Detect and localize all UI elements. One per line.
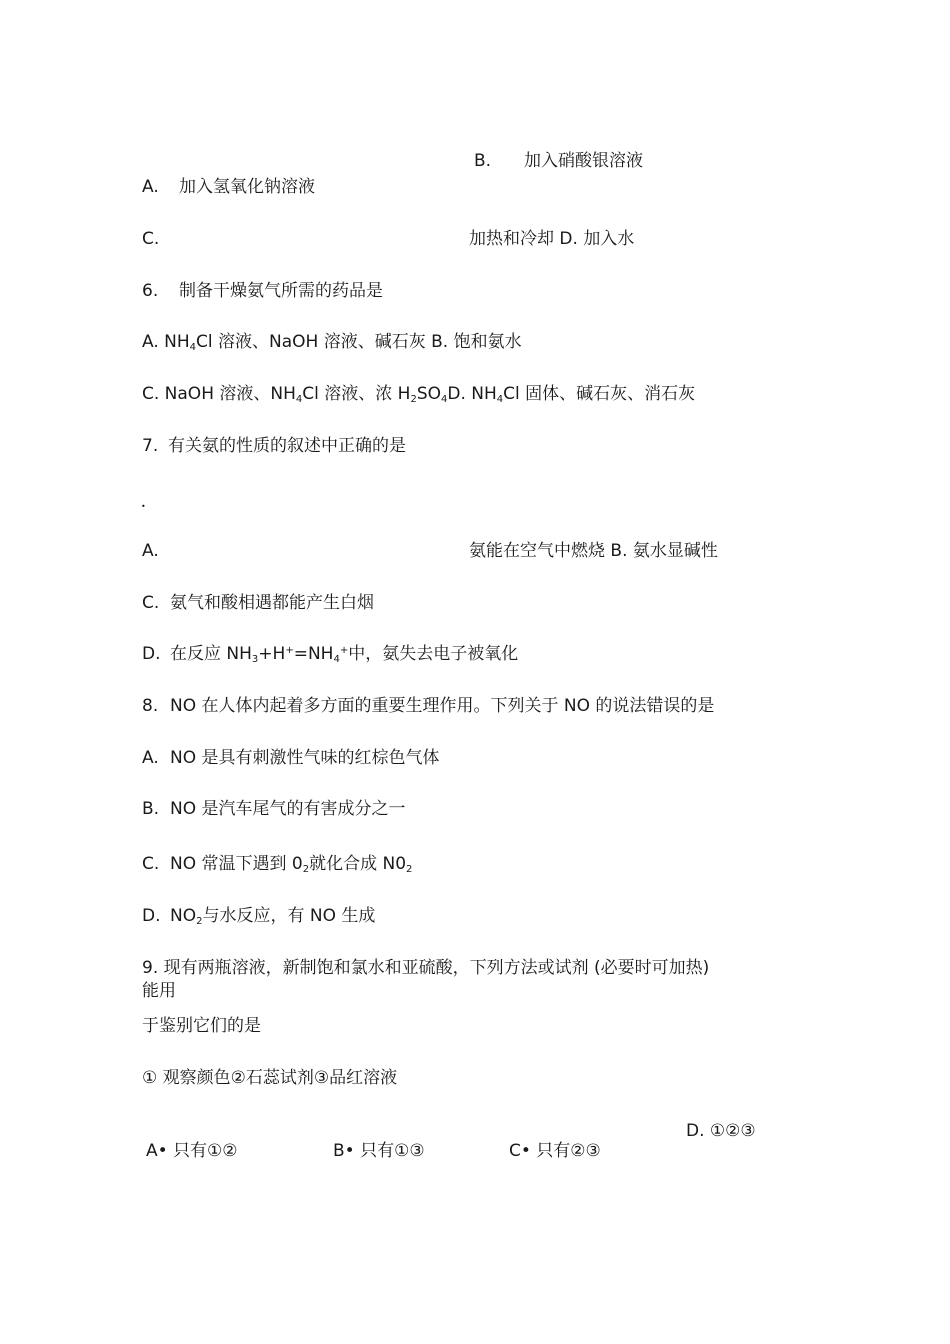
q5-option-a [142,176,315,198]
text-run: SO [416,384,441,404]
text-run: 与水反应，有 NO 生成 [202,906,376,926]
q8-option-a [142,747,440,769]
q9-stem-line2: 能用 [142,981,176,1001]
text-run: 在反应 NH [170,644,252,664]
q9-option-a-clip [146,1140,256,1159]
q8-option-c [142,853,412,875]
text-run: Cl 溶液、浓 H [302,384,411,404]
subscript: 2 [302,864,310,875]
question-text: NO 在人体内起着多方面的重要生理作用。下列关于 NO 的说法错误的是 [170,696,715,716]
subscript: 4 [496,394,504,405]
text-run: Cl 固体、碱石灰、消石灰 [503,384,696,404]
q9-option-c: C• 只有②③ [509,1141,601,1159]
text-run: NO 常温下遇到 0 [170,854,303,874]
q9-methods: ① 观察颜色②石蕊试剂③品红溶液 [142,1068,398,1088]
q7-stem [142,435,406,457]
text-run: =NH [293,644,334,664]
question-text: 制备干燥氨气所需的药品是 [179,281,383,301]
q9-option-d-clip [686,1120,786,1138]
option-letter: B. [142,799,160,819]
option-letter: D. [559,229,578,249]
option-text: NO 是具有刺激性气味的红棕色气体 [170,748,440,768]
q7-option-a-b [469,540,718,562]
q6-stem [142,280,383,302]
option-letter: C. [142,593,160,613]
text-run: NO [170,906,197,926]
text-run: C. NaOH 溶液、NH [142,384,296,404]
text-run: +H [258,644,286,664]
option-text: 加入硝酸银溶液 [524,151,643,171]
subscript: 2 [410,394,417,405]
q7-option-a-letter [142,540,159,562]
option-text: 加热和冷却 [469,229,554,249]
superscript: + [339,645,349,656]
option-letter: C. [142,854,160,874]
subscript: 4 [189,342,197,353]
question-number: 8. [142,696,159,716]
option-letter: A. [142,177,159,197]
text-run: 就化合成 N0 [309,854,407,874]
q9-option-c-clip [509,1140,619,1159]
q5-option-b [474,150,643,172]
option-letter: B. [474,151,492,171]
q9-stem-line3: 于鉴别它们的是 [142,1016,261,1036]
q8-stem [142,695,714,717]
text-run: A. NH [142,332,190,352]
option-text: 氨能在空气中燃烧 B. 氨水显碱性 [469,541,718,561]
q9-option-b: B• 只有①③ [333,1141,425,1159]
q9-stem-line1: 9. 现有两瓶溶液，新制饱和氯水和亚硫酸，下列方法或试剂 (必要时可加热) [142,958,710,978]
q7-option-c [142,592,374,614]
option-letter: C. [142,229,160,249]
q8-option-d [142,905,375,927]
option-text: NO 是汽车尾气的有害成分之一 [170,799,406,819]
option-letter: D. [142,644,161,664]
q6-option-a-b [142,331,522,353]
subscript: 4 [295,394,303,405]
superscript: + [285,645,294,656]
stray-mark: • [141,502,146,511]
q6-option-c-d [142,383,695,405]
subscript: 2 [196,916,203,927]
subscript: 4 [441,394,448,405]
option-text: 氨气和酸相遇都能产生白烟 [170,593,374,613]
q7-option-d [142,643,518,665]
subscript: 4 [333,654,340,665]
text-run: D. NH [447,384,497,404]
question-number: 6. [142,281,159,301]
q5-option-c-d [469,228,634,250]
subscript: 3 [251,654,259,665]
option-letter: A. [142,541,159,561]
option-text: 加入氢氧化钠溶液 [179,177,315,197]
q8-option-b [142,798,406,820]
option-text: 加入水 [583,229,635,249]
q5-option-c [142,228,159,250]
option-letter: A. [142,748,159,768]
question-text: 有关氨的性质的叙述中正确的是 [168,436,406,456]
subscript: 2 [406,864,413,875]
q9-option-b-clip [333,1140,443,1159]
q9-option-d: D. ①②③ [686,1121,756,1138]
q9-option-a: A• 只有①② [146,1141,238,1159]
text-run: 中，氨失去电子被氧化 [348,644,519,664]
option-letter: D. [142,906,161,926]
text-run: Cl 溶液、NaOH 溶液、碱石灰 B. 饱和氨水 [196,332,522,352]
question-number: 7. [142,436,159,456]
